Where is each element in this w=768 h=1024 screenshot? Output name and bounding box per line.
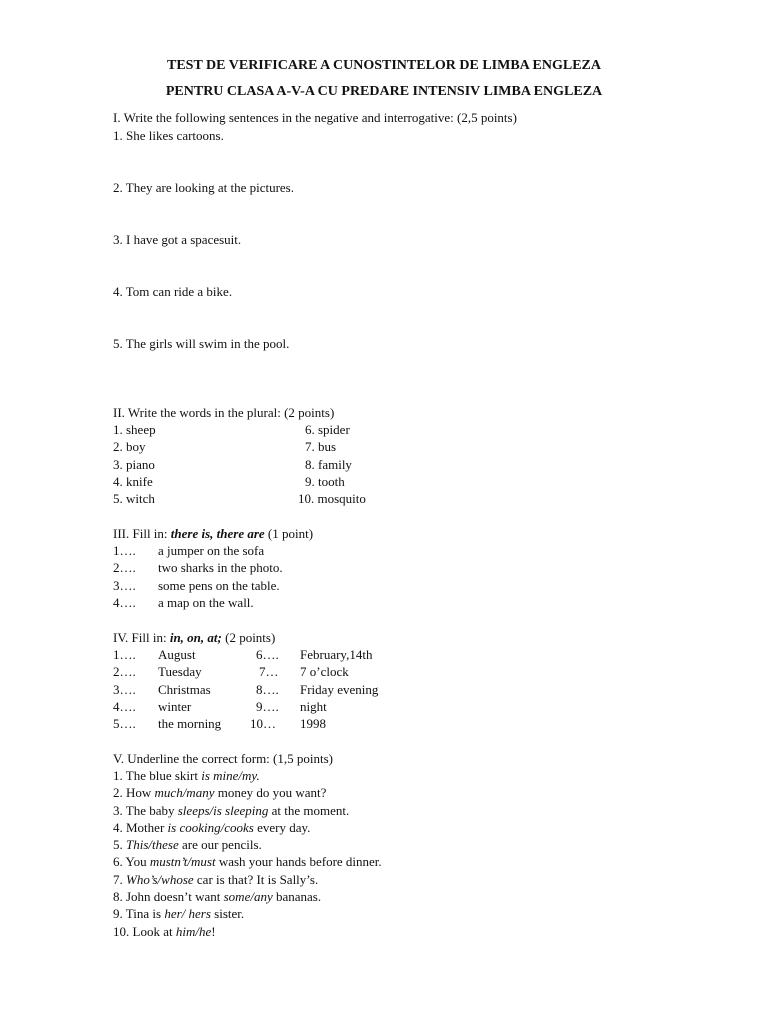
- item-options: him/he: [175, 923, 212, 939]
- item-text: Friday evening: [300, 681, 379, 697]
- plural-word: 3. piano: [113, 456, 155, 472]
- section-2-right-column: [296, 421, 376, 507]
- item-text-before: 7.: [113, 871, 126, 887]
- item-options: some/any: [223, 889, 273, 905]
- heading-keywords: there is, there are: [170, 526, 265, 541]
- fill-in-item: [113, 542, 283, 559]
- item-options: sleeps/is sleeping: [177, 802, 269, 818]
- underline-item: [113, 802, 382, 819]
- plural-word: 2. boy: [113, 439, 146, 455]
- section-1-heading: I. Write the following sentences in the negative and interrogative: (2,5 points): [113, 110, 517, 125]
- item-text-after: car is that? It is Sally’s.: [193, 871, 319, 887]
- item-text: the morning: [158, 716, 222, 732]
- fill-in-item: [113, 715, 221, 732]
- item-text-before: 10. Look at: [113, 923, 176, 939]
- underline-item: [113, 853, 382, 870]
- plural-word: 8. family: [305, 456, 352, 472]
- item-text-before: 1. The blue skirt: [113, 768, 202, 783]
- section-4-left-column: [113, 646, 221, 732]
- item-text: some pens on the table.: [158, 577, 280, 593]
- item-number: 5….: [113, 716, 136, 732]
- underline-item: [113, 905, 382, 922]
- item-text-after: are our pencils.: [178, 837, 262, 853]
- fill-in-item: [113, 577, 283, 594]
- item-text: Christmas: [158, 681, 211, 697]
- item-number: 9….: [256, 698, 279, 714]
- item-text-before: 8. John doesn’t want: [113, 889, 224, 905]
- item-text-after: !: [211, 923, 216, 939]
- item-text-after: every day.: [253, 819, 311, 835]
- plural-word: 9. tooth: [305, 473, 345, 489]
- heading-points: (1 point): [264, 526, 314, 541]
- section-4-right-column: [250, 646, 378, 732]
- item-text: a map on the wall.: [158, 594, 254, 610]
- item-text-before: 5.: [113, 837, 126, 853]
- section-1-item-2: 2. They are looking at the pictures.: [113, 180, 294, 195]
- heading-points: (2 points): [221, 630, 276, 645]
- item-text-before: 4. Mother: [113, 819, 168, 835]
- fill-in-item: [113, 559, 283, 576]
- item-options: is cooking/cooks: [167, 819, 254, 835]
- item-text-after: at the moment.: [268, 802, 350, 818]
- item-number: 10…: [250, 716, 276, 732]
- section-2-heading: II. Write the words in the plural: (2 points): [113, 405, 335, 420]
- item-options: much/many: [154, 785, 215, 801]
- item-text-after: bananas.: [272, 889, 322, 905]
- item-options: is mine/my.: [201, 768, 260, 783]
- item-text-before: 2. How: [113, 785, 155, 801]
- plural-word: 7. bus: [305, 439, 337, 455]
- item-number: 2….: [113, 664, 136, 680]
- item-text: a jumper on the sofa: [158, 543, 265, 558]
- plural-word: 10. mosquito: [298, 491, 366, 507]
- item-text: August: [158, 647, 196, 662]
- section-5-heading: V. Underline the correct form: (1,5 points): [113, 751, 333, 766]
- heading-keywords: in, on, at;: [169, 630, 222, 645]
- item-text: 7 o’clock: [300, 664, 349, 680]
- item-number: 8….: [256, 681, 279, 697]
- item-text: Tuesday: [158, 664, 202, 680]
- fill-in-item: [250, 681, 378, 698]
- underline-item: [113, 871, 382, 888]
- title-line-1: TEST DE VERIFICARE A CUNOSTINTELOR DE LIMBA ENGLEZA: [167, 58, 601, 73]
- item-options: her/ hers: [164, 906, 211, 922]
- fill-in-item: [250, 663, 378, 680]
- fill-in-item: [250, 646, 378, 663]
- item-text-after: wash your hands before dinner.: [215, 854, 382, 870]
- section-4-heading: [113, 629, 275, 646]
- heading-prefix: III. Fill in:: [113, 526, 171, 541]
- item-options: Who’s/whose: [126, 871, 194, 887]
- underline-item: [113, 784, 382, 801]
- section-3-items: [113, 542, 283, 611]
- underline-item: [113, 819, 382, 836]
- plural-word: 1. sheep: [113, 422, 156, 437]
- section-5-items: [113, 767, 382, 940]
- underline-item: [113, 923, 382, 940]
- fill-in-item: [113, 681, 221, 698]
- title-line-2: PENTRU CLASA A-V-A CU PREDARE INTENSIV LIMBA ENGLEZA: [165, 84, 603, 99]
- item-number: 4….: [113, 594, 136, 610]
- section-1-item-5: 5. The girls will swim in the pool.: [113, 336, 290, 351]
- fill-in-item: [113, 594, 283, 611]
- heading-prefix: IV. Fill in:: [113, 630, 170, 645]
- item-number: 1….: [113, 543, 136, 558]
- fill-in-item: [250, 715, 378, 732]
- fill-in-item: [113, 698, 221, 715]
- item-text-before: 9. Tina is: [113, 906, 165, 922]
- item-number: 7…: [259, 664, 279, 680]
- item-text-before: 3. The baby: [113, 802, 178, 818]
- plural-word: 6. spider: [305, 422, 350, 437]
- section-1-item-3: 3. I have got a spacesuit.: [113, 232, 242, 247]
- plural-word: 4. knife: [113, 473, 153, 489]
- item-number: 3….: [113, 577, 136, 593]
- item-text-before: 6. You: [113, 854, 150, 870]
- item-text-after: money do you want?: [214, 785, 327, 801]
- fill-in-item: [113, 646, 221, 663]
- section-2-left-column: [113, 421, 156, 507]
- item-options: mustn’t/must: [149, 854, 216, 870]
- item-text: two sharks in the photo.: [158, 560, 283, 576]
- item-text: night: [300, 698, 327, 714]
- item-text: February,14th: [300, 647, 373, 662]
- section-1-item-1: 1. She likes cartoons.: [113, 128, 224, 143]
- section-1-item-4: 4. Tom can ride a bike.: [113, 284, 233, 299]
- item-text: 1998: [300, 716, 326, 732]
- underline-item: [113, 767, 382, 784]
- item-text: winter: [158, 698, 192, 714]
- item-number: 3….: [113, 681, 136, 697]
- plural-word: 5. witch: [113, 491, 155, 507]
- item-number: 4….: [113, 698, 136, 714]
- section-3-heading: [113, 525, 313, 542]
- fill-in-item: [250, 698, 378, 715]
- underline-item: [113, 888, 382, 905]
- fill-in-item: [113, 663, 221, 680]
- item-options: This/these: [126, 837, 179, 853]
- item-number: 1….: [113, 647, 136, 662]
- item-text-after: sister.: [210, 906, 245, 922]
- item-number: 6….: [256, 647, 279, 662]
- item-number: 2….: [113, 560, 136, 576]
- underline-item: [113, 836, 382, 853]
